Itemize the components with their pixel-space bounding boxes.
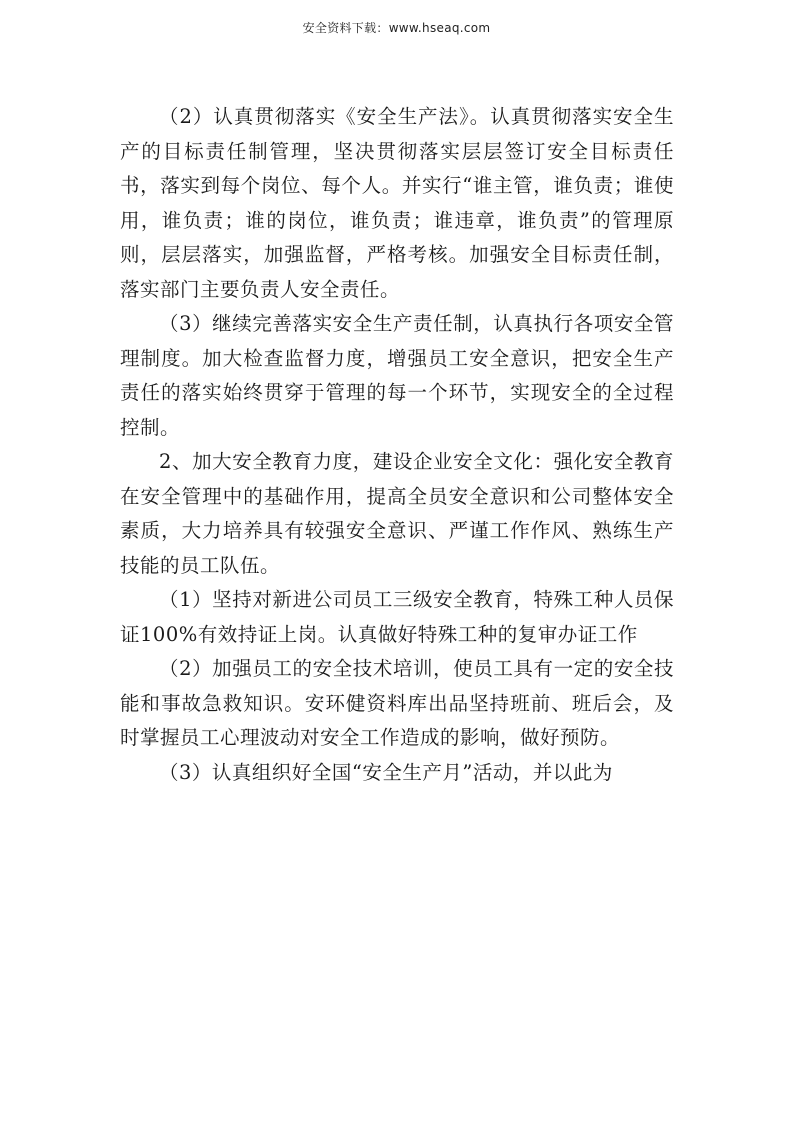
document-body <box>120 100 674 790</box>
paragraph-6: （3）认真组织好全国“安全生产月”活动，并以此为 <box>159 760 613 784</box>
paragraph-1: （2）认真贯彻落实《安全生产法》。认真贯彻落实安全生产的目标责任制管理，坚决贯彻落实层层签订安全目标责任书，落实到每个岗位、每个人。并实行“谁主管，谁负责；谁使用，谁负责；谁的岗位，谁负责；谁违章，谁负责”的管理原则，层层落实，加强监督，严格考核。加强安全目标责任制，落实部门主要负责人安全责任。 <box>120 105 674 301</box>
page-header: 安全资料下载：www.hseaq.com <box>302 21 491 35</box>
paragraph-4: （1）坚持对新进公司员工三级安全教育，特殊工种人员保证100%有效持证上岗。认真做好特殊工种的复审办证工作 <box>120 588 674 646</box>
paragraph-5: （2）加强员工的安全技术培训，使员工具有一定的安全技能和事故急救知识。安环健资料库出品坚持班前、班后会，及时掌握员工心理波动对安全工作造成的影响，做好预防。 <box>120 657 674 749</box>
paragraph-2: （3）继续完善落实安全生产责任制，认真执行各项安全管理制度。加大检查监督力度，增强员工安全意识，把安全生产责任的落实始终贯穿于管理的每一个环节，实现安全的全过程控制。 <box>120 312 674 439</box>
paragraph-3: 2、加大安全教育力度，建设企业安全文化：强化安全教育在安全管理中的基础作用，提高全员安全意识和公司整体安全素质，大力培养具有较强安全意识、严谨工作作风、熟练生产技能的员工队伍。 <box>120 450 674 577</box>
